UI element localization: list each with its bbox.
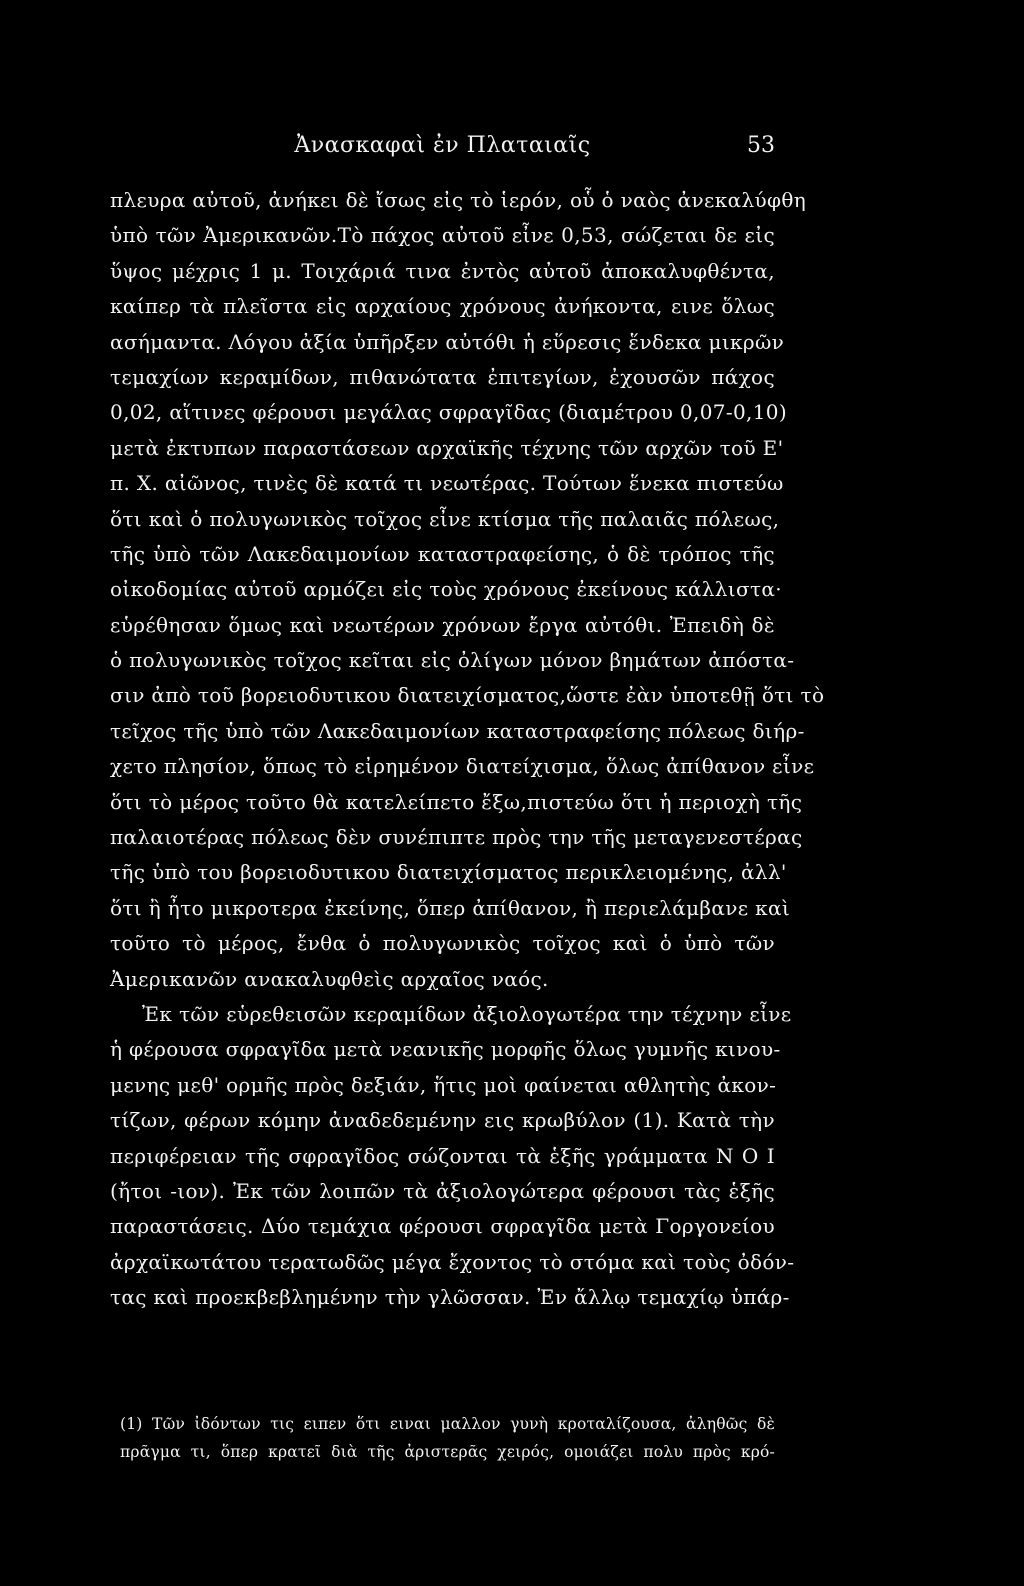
text-line: μενης μεθ' ορμῆς πρὸς δεξιάν, ἥτις μοὶ φαίνεται αθλητὴς ἀκον- xyxy=(110,1072,777,1097)
text-line: πλευρα αὐτοῦ, ἀνήκει δὲ ἴσως εἰς τὸ ἱερόν, οὗ ὁ ναὸς ἀνεκαλύφθη xyxy=(110,188,807,212)
text-line: περιφέρειαν τῆς σφραγῖδος σώζονται τὰ ἑξῆς γράμματα Ν Ο Ι xyxy=(110,1143,775,1168)
text-line: (ἤτοι -ιον). Ἐκ τῶν λοιπῶν τὰ ἀξιολογώτερα φέρουσι τὰς ἑξῆς xyxy=(110,1178,775,1203)
footnotes xyxy=(120,1410,775,1466)
text-line: ὅτι ἢ ἦτο μικροτερα ἐκείνης, ὅπερ ἀπίθανον, ἢ περιελάμβανε καὶ xyxy=(110,895,791,920)
text-line: ἀρχαϊκωτάτου τερατωδῶς μέγα ἔχοντος τὸ στόμα καὶ τοὺς ὀδόν- xyxy=(110,1249,795,1274)
text-line: ὁ πολυγωνικὸς τοῖχος κεῖται εἰς ὀλίγων μόνον βημάτων ἀπόστα- xyxy=(110,648,795,673)
page-number: 53 xyxy=(747,133,775,158)
text-line: σιν ἀπὸ τοῦ βορειοδυτικου διατειχίσματος,ὥστε ἐὰν ὑποτεθῇ ὅτι τὸ xyxy=(110,683,825,708)
text-line: ὕψος μέχρις 1 μ. Τοιχάριά τινα ἐντὸς αὐτοῦ ἀποκαλυφθέντα, xyxy=(110,258,775,283)
text-line: εὑρέθησαν ὅμως καὶ νεωτέρων χρόνων ἔργα αὐτόθι. Ἐπειδὴ δὲ xyxy=(110,612,775,637)
text-line: π. Χ. αἰῶνος, τινὲς δὲ κατά τι νεωτέρας. Τούτων ἕνεκα πιστεύω xyxy=(110,471,784,496)
running-title: Ἀνασκαφαὶ ἐν Πλαταιαῖς xyxy=(294,133,591,158)
text-line: τῆς ὑπὸ του βορειοδυτικου διατειχίσματος περικλειομένης, ἀλλ' xyxy=(110,860,787,885)
text-line: μετὰ ἐκτυπων παραστάσεων αρχαϊκῆς τέχνης τῶν αρχῶν τοῦ Ε' xyxy=(110,435,784,460)
paragraph-start-line: Ἐκ τῶν εὑρεθεισῶν κεραμίδων ἀξιολογωτέρα την τέχνην εἶνε xyxy=(142,1001,792,1026)
text-line: ὑπὸ τῶν Ἀμερικανῶν.Τὸ πάχος αὐτοῦ εἶνε 0,53, σώζεται δε εἰς xyxy=(110,223,775,248)
text-line: ασήμαντα. Λόγου ἀξία ὑπῆρξεν αὐτόθι ἡ εὕρεσις ἕνδεκα μικρῶν xyxy=(110,329,785,354)
text-line: χετο πλησίον, ὅπως τὸ εἰρημένον διατείχισμα, ὅλως ἀπίθανον εἶνε xyxy=(110,754,815,779)
text-line: τῆς ὑπὸ τῶν Λακεδαιμονίων καταστραφείσης, ὁ δὲ τρόπος τῆς xyxy=(110,541,775,566)
paragraph-end-line: Ἀμερικανῶν ανακαλυφθεὶς αρχαῖος ναός. xyxy=(110,966,549,991)
text-line: τεῖχος τῆς ὑπὸ τῶν Λακεδαιμονίων καταστραφείσης πόλεως διήρ- xyxy=(110,718,805,743)
text-line: ἡ φέρουσα σφραγῖδα μετὰ νεανικῆς μορφῆς ὅλως γυμνῆς κινου- xyxy=(110,1037,781,1062)
text-line: καίπερ τὰ πλεῖστα εἰς αρχαίους χρόνους ἀνήκοντα, εινε ὅλως xyxy=(110,294,775,319)
body-text xyxy=(110,183,825,1316)
running-head xyxy=(110,128,775,164)
footnote-line: (1) Τῶν ἰδόντων τις ειπεν ὅτι ειναι μαλλον γυνὴ κροταλίζουσα, ἀληθῶς δὲ xyxy=(120,1415,775,1433)
text-line: τίζων, φέρων κόμην ἀναδεδεμένην εις κρωβύλον (1). Κατὰ τὴν xyxy=(110,1108,775,1133)
text-line: 0,02, αἵτινες φέρουσι μεγάλας σφραγῖδας (διαμέτρου 0,07-0,10) xyxy=(110,400,788,425)
text-line: τας καὶ προεκβεβλημένην τὴν γλῶσσαν. Ἐν ἄλλῳ τεμαχίῳ ὑπάρ- xyxy=(110,1285,790,1310)
text-line: ὅτι τὸ μέρος τοῦτο θὰ κατελείπετο ἔξω,πιστεύω ὅτι ἡ περιοχὴ τῆς xyxy=(110,789,803,814)
text-line: τεμαχίων κεραμίδων, πιθανώτατα ἐπιτεγίων, ἐχουσῶν πάχος xyxy=(110,364,775,389)
text-line: οἰκοδομίας αὐτοῦ αρμόζει εἰς τοὺς χρόνους ἐκείνους κάλλιστα· xyxy=(110,577,782,602)
text-line: παραστάσεις. Δύο τεμάχια φέρουσι σφραγῖδα μετὰ Γοργονείου xyxy=(110,1214,775,1239)
text-line: παλαιοτέρας πόλεως δὲν συνέπιπτε πρὸς την τῆς μεταγενεστέρας xyxy=(110,825,803,850)
footnote-line: πρᾶγμα τι, ὅπερ κρατεῖ διὰ τῆς ἀριστερᾶς χειρός, ομοιάζει πολυ πρὸς κρό- xyxy=(120,1443,775,1461)
text-line: ὅτι καὶ ὁ πολυγωνικὸς τοῖχος εἶνε κτίσμα τῆς παλαιᾶς πόλεως, xyxy=(110,506,780,531)
text-line: τοῦτο τὸ μέρος, ἔνθα ὁ πολυγωνικὸς τοῖχος καὶ ὁ ὑπὸ τῶν xyxy=(110,931,775,956)
